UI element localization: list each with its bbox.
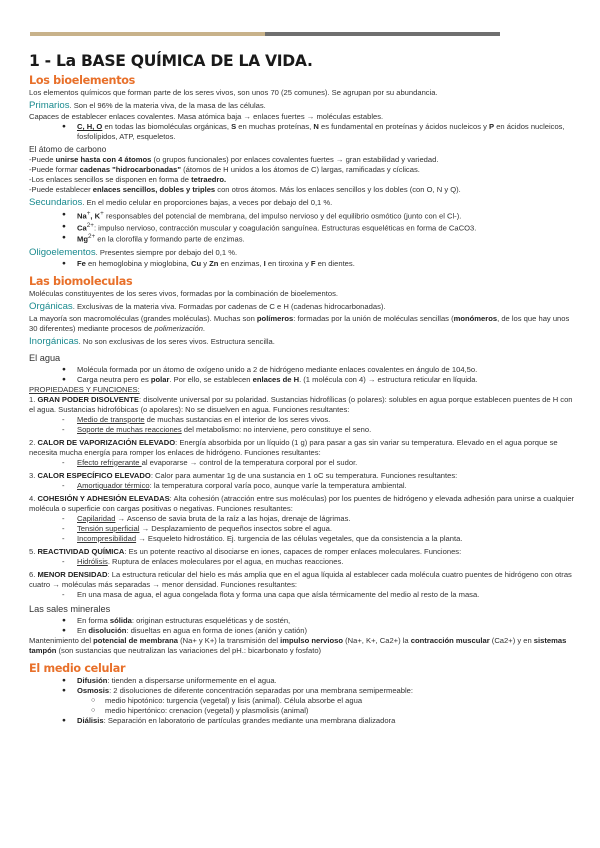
list-item: ● $Ca^{2+}$: impulso nervioso, contracción muscular y coagulación sanguínea. Estructuras esqueléticas en forma de CaCO3.	[29, 222, 577, 234]
propiedad-5: 5. REACTIVIDAD QUÍMICA: Es un potente reactivo al disociarse en iones, capaces de romper enlaces moleculares. Funciones:	[29, 546, 462, 556]
list-item: - Efecto refrigerante al evaporarse → control de la temperatura corporal por el sudor.	[29, 458, 577, 468]
page-title: 1 - La BASE QUÍMICA DE LA VIDA.	[29, 52, 313, 70]
propiedad-3: 3. CALOR ESPECÍFICO ELEVADO: Calor para aumentar 1g de una sustancia en 1 oC su temperatura. Funciones resultantes:	[29, 470, 458, 480]
agua-list	[29, 365, 577, 385]
heading-medio-celular: El medio celular	[29, 662, 126, 676]
carbono-line-2: -Puede formar cadenas "hidrocarbonadas" (átomos de H unidos a los átomos de C) largas, ramificadas y cíclicas.	[29, 165, 420, 175]
primarios-list	[29, 122, 577, 142]
primarios-line2: Capaces de establecer enlaces covalentes. Masa atómica baja → enlaces fuertes → moléculas estables.	[29, 112, 384, 122]
propiedad-1: 1. GRAN PODER DISOLVENTE: disolvente universal por su polaridad. Sustancias hidrofílicas (o polares): solubles en agua porque establecen puentes de H con el agua. Sustancias hidrofóbicas (o apolares): No se disuelven en agua. Funciones resultantes:	[29, 394, 573, 414]
list-item: ● $Mg^{2+}$ en la clorofila y formando parte de enzimas.	[29, 233, 577, 245]
heading-biomoleculas: Las biomoleculas	[29, 275, 133, 289]
primarios-label: Primarios	[29, 99, 70, 111]
carbono-line-1: -Puede unirse hasta con 4 átomos (o grupos funcionales) por enlaces covalentes fuertes → gran estabilidad y variedad.	[29, 155, 439, 165]
list-item: ○ medio hipotónico: turgencia (vegetal) y lisis (animal). Célula absorbe el agua	[29, 696, 577, 706]
biomoleculas-intro: Moléculas constituyentes de los seres vivos, formadas por la combinación de bioelementos.	[29, 289, 338, 299]
agua-title: El agua	[29, 352, 61, 363]
header-color-bar	[30, 32, 500, 36]
list-item: - Hidrólisis. Ruptura de enlaces moleculares por el agua, en muchas reacciones.	[29, 557, 577, 567]
list-item: ● Molécula formada por un átomo de oxígeno unido a 2 de hidrógeno mediante enlaces covalentes en ángulo de 104,5o.	[29, 365, 577, 375]
list-item: ○ medio hipertónico: crenacion (vegetal) y plasmolisis (animal)	[29, 706, 577, 716]
organicas-line: Orgánicas. Exclusivas de la materia viva. Formadas por cadenas de C e H (cadenas hidrocarbonadas).	[29, 301, 386, 313]
oligo-line: Oligoelementos. Presentes siempre por debajo del 0,1 %.	[29, 246, 238, 258]
list-item: - En una masa de agua, el agua congelada flota y forma una capa que aísla térmicamente del medio al resto de la masa.	[29, 590, 577, 600]
osmosis-sublist	[29, 696, 577, 716]
propiedad-4: 4. COHESIÓN Y ADHESIÓN ELEVADAS: Alta cohesión (atracción entre sus moléculas) por los puentes de hidrógeno y elevada adhesión para unirse a cualquier molécula o superficie con cargas positivas o negativas. Funciones resultantes:	[29, 493, 575, 513]
secundarios-line: Secundarios. En el medio celular en proporciones bajas, a veces por debajo del 0,1 %.	[29, 197, 333, 209]
oligo-label: Oligoelementos	[29, 246, 96, 258]
document-page	[29, 52, 577, 726]
list-item: - Medio de transporte de muchas sustancias en el interior de los seres vivos.	[29, 415, 577, 425]
list-item: - Soporte de muchas reacciones del metabolismo: no interviene, pero constituye el seno.	[29, 425, 577, 435]
propiedad-5-list	[29, 557, 577, 567]
propiedad-3-list	[29, 481, 577, 491]
propiedad-1-list	[29, 415, 577, 435]
carbono-line-4: -Puede establecer enlaces sencillos, dobles y triples con otros átomos. Más los enlaces sencillos y los dobles (con O, N y Q).	[29, 185, 461, 195]
sales-list	[29, 616, 577, 636]
propiedad-6-list	[29, 590, 577, 600]
list-item: - Amortiguador térmico: la temperatura corporal varía poco, aunque varíe la temperatura ambiental.	[29, 481, 577, 491]
inorganicas-label: Inorgánicas	[29, 336, 79, 348]
propiedades-title: PROPIEDADES Y FUNCIONES:	[29, 384, 140, 394]
macromoleculas-text: La mayoría son macromoléculas (grandes moléculas). Muchas son polímeros: formadas por la unión de moléculas sencillas (monómeros, de los que hay unos 30 diferentes) mediante procesos de polimerización.	[29, 314, 570, 334]
oligo-list	[29, 259, 577, 269]
list-item: ● En disolución: disueltas en agua en forma de iones (anión y catión)	[29, 626, 577, 636]
carbono-line-3: -Los enlaces sencillos se disponen en forma de tetraedro.	[29, 175, 227, 185]
list-item: ● Na+, K+ responsables del potencial de membrana, del impulso nervioso y del equilibrio osmótico (junto con el Cl-).	[29, 210, 577, 222]
header-bar-beige	[30, 32, 265, 36]
section-biomoleculas	[29, 275, 577, 656]
primarios-line: Primarios. Son el 96% de la materia viva, de la masa de las células.	[29, 99, 266, 111]
list-item: ● Osmosis: 2 disoluciones de diferente concentración separadas por una membrana semipermeable: ○ medio hipotónico: turgencia (vegetal) y lisis (animal). Célula absorbe el agua ○ medio hipertónico: crenacion (vegetal) y plasmolisis (animal)	[29, 686, 577, 716]
sales-paragraph: Mantenimiento del potencial de membrana (Na+ y K+) la transmisión del impulso nervioso (Na+, K+, Ca2+) la contracción muscular (Ca2+) y en sistemas tampón (son sustancias que neutralizan las variaciones del pH.: bicarbonato y fosfato)	[29, 636, 567, 656]
sales-title: Las sales minerales	[29, 604, 111, 615]
section-medio-celular	[29, 662, 577, 726]
organicas-label: Orgánicas	[29, 301, 73, 313]
medio-list	[29, 676, 577, 726]
bioelementos-intro: Los elementos químicos que forman parte de los seres vivos, son unos 70 (25 comunes). Se agrupan por su abundancia.	[29, 87, 438, 97]
secundarios-label: Secundarios	[29, 197, 83, 209]
list-item: - Incompresibilidad → Esqueleto hidrostático. Ej. turgencia de las células vegetales, que da consistencia a la planta.	[29, 534, 577, 544]
propiedad-2: 2. CALOR DE VAPORIZACIÓN ELEVADO: Energía absorbida por un líquido (1 g) para pasar a gas sin variar su temperatura. Elevado en el agua porque se necesita mucha energía para romper los enlaces de hidrógeno. Funciones resultantes:	[29, 437, 558, 457]
list-item: ● Carga neutra pero es polar. Por ello, se establecen enlaces de H. (1 molécula con 4) → estructura reticular en líquida.	[29, 375, 577, 385]
list-item: ● C, H, O en todas las biomoléculas orgánicas, S en muchas proteínas, N es fundamental en proteínas y ácidos nucleicos y P en ácidos nucleicos, fosfolípidos, ATP, esqueletos.	[29, 122, 577, 142]
list-item: ● Diálisis: Separación en laboratorio de partículas grandes mediante una membrana dializadora	[29, 716, 577, 726]
propiedad-6: 6. MENOR DENSIDAD: La estructura reticular del hielo es más amplia que en el agua líquida al establecer cada molécula cuatro puentes de hidrógeno con otras cuatro → moléculas más separadas → menor densidad. Funciones resultantes:	[29, 569, 572, 589]
secundarios-list	[29, 210, 577, 245]
list-item: ● En forma sólida: originan estructuras esqueléticas y de sostén,	[29, 616, 577, 626]
carbono-title: El átomo de carbono	[29, 144, 107, 155]
section-bioelementos	[29, 74, 577, 270]
propiedad-4-list	[29, 514, 577, 544]
list-item: ● Difusión: tienden a dispersarse uniformemente en el agua.	[29, 676, 577, 686]
list-item: - Capilaridad → Ascenso de savia bruta de la raíz a las hojas, drenaje de lágrimas.	[29, 514, 577, 524]
propiedad-2-list	[29, 458, 577, 468]
header-bar-gray	[265, 32, 500, 36]
inorganicas-line: Inorgánicas. No son exclusivas de los seres vivos. Estructura sencilla.	[29, 336, 275, 348]
list-item: ● Fe en hemoglobina y mioglobina, Cu y Zn en enzimas, I en tiroxina y F en dientes.	[29, 259, 577, 269]
heading-bioelementos: Los bioelementos	[29, 73, 136, 87]
list-item: - Tensión superficial → Desplazamiento de pequeños insectos sobre el agua.	[29, 524, 577, 534]
